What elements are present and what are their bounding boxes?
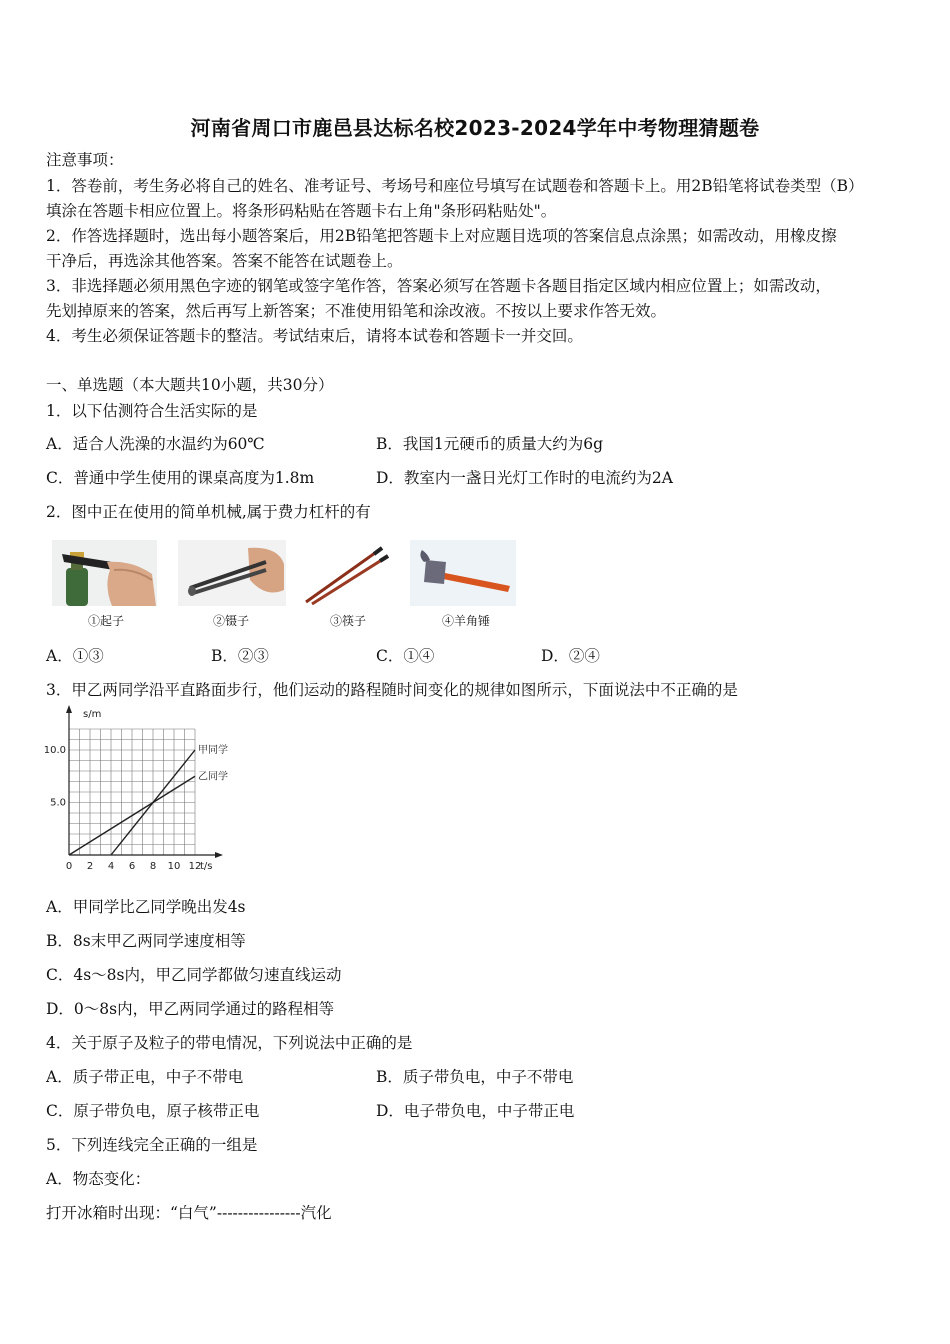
- caption-chopsticks: ③筷子: [330, 614, 367, 628]
- x-axis-arrow: [215, 852, 223, 858]
- x-tick-label: 10: [167, 861, 181, 872]
- graph-grid: [69, 729, 195, 855]
- q3-option-b: B．8s末甲乙两同学速度相等: [46, 932, 246, 950]
- distance-time-graph: [42, 704, 242, 874]
- x-tick-label: 0: [65, 861, 73, 872]
- q2-option-a: A．①③: [46, 647, 104, 665]
- y-axis-arrow: [66, 705, 72, 713]
- q2-option-c: C．①④: [376, 647, 435, 665]
- caption-opener: ①起子: [88, 614, 125, 628]
- q4-option-d: D．电子带负电，中子带正电: [376, 1102, 575, 1120]
- q3-option-c: C．4s～8s内，甲乙同学都做匀速直线运动: [46, 966, 342, 984]
- bottle-opener-image: [52, 540, 157, 606]
- page-title: 河南省周口市鹿邑县达标名校2023-2024学年中考物理猜题卷: [190, 116, 760, 140]
- notice-line: 干净后，再选涂其他答案。答案不能答在试题卷上。: [46, 252, 403, 270]
- q1-option-a: A．适合人洗澡的水温约为60℃: [46, 435, 265, 453]
- tweezers-image: [178, 540, 286, 606]
- notice-heading: 注意事项：: [46, 151, 124, 169]
- q4-option-b: B．质子带负电，中子不带电: [376, 1068, 574, 1086]
- x-tick-label: 6: [128, 861, 136, 872]
- x-tick-label: 4: [107, 861, 115, 872]
- series-label-2: 乙同学: [198, 771, 228, 783]
- bottle-opener-drawing: [52, 540, 157, 606]
- notice-line: 先划掉原来的答案，然后再写上新答案；不准使用铅笔和涂改液。不按以上要求作答无效。: [46, 302, 667, 320]
- q1-option-c: C．普通中学生使用的课桌高度为1.8m: [46, 469, 315, 487]
- y-tick-label: 10.0: [43, 745, 66, 756]
- series-label-1: 甲同学: [198, 745, 228, 756]
- y-axis-label: s/m: [83, 709, 102, 720]
- question-2-stem: 2．图中正在使用的简单机械,属于费力杠杆的有: [46, 503, 371, 521]
- q1-option-b: B．我国1元硬币的质量大约为6g: [376, 435, 604, 453]
- q5-option-a: A．物态变化：: [46, 1170, 151, 1188]
- notice-line: 1．答卷前，考生务必将自己的姓名、准考证号、考场号和座位号填写在试题卷和答题卡上。用2B铅笔将试卷类型（B）: [46, 177, 864, 195]
- notice-line: 2．作答选择题时，选出每小题答案后，用2B铅笔把答题卡上对应题目选项的答案信息点涂黑；如需改动，用橡皮擦: [46, 227, 837, 245]
- q1-option-d: D．教室内一盏日光灯工作时的电流约为2A: [376, 469, 673, 487]
- question-4-stem: 4．关于原子及粒子的带电情况，下列说法中正确的是: [46, 1034, 413, 1052]
- question-5-stem: 5．下列连线完全正确的一组是: [46, 1136, 258, 1154]
- claw-hammer-drawing: [410, 540, 516, 606]
- q3-option-a: A．甲同学比乙同学晚出发4s: [46, 898, 246, 916]
- question-3-stem: 3．甲乙两同学沿平直路面步行，他们运动的路程随时间变化的规律如图所示，下面说法中不正确的是: [46, 681, 738, 699]
- caption-tweezers: ②镊子: [213, 614, 250, 628]
- chopsticks-image: [300, 540, 390, 606]
- x-tick-label: 2: [86, 861, 94, 872]
- q5-line-1: 打开冰箱时出现：“白气”----------------汽化: [46, 1204, 332, 1222]
- x-tick-label: 12: [188, 861, 202, 872]
- caption-hammer: ④羊角锤: [442, 614, 491, 628]
- q4-option-c: C．原子带负电，原子核带正电: [46, 1102, 260, 1120]
- q4-option-a: A．质子带正电，中子不带电: [46, 1068, 244, 1086]
- question-1-stem: 1．以下估测符合生活实际的是: [46, 402, 258, 420]
- q2-option-d: D．②④: [541, 647, 600, 665]
- q3-option-d: D．0～8s内，甲乙两同学通过的路程相等: [46, 1000, 335, 1018]
- notice-line: 填涂在答题卡相应位置上。将条形码粘贴在答题卡右上角"条形码粘贴处"。: [46, 202, 557, 220]
- chopsticks-drawing: [300, 540, 390, 606]
- x-tick-label: 8: [149, 861, 157, 872]
- section-heading: 一、单选题（本大题共10小题，共30分）: [46, 376, 334, 394]
- notice-line: 4．考生必须保证答题卡的整洁。考试结束后，请将本试卷和答题卡一并交回。: [46, 327, 583, 345]
- x-axis-label: t/s: [200, 861, 213, 872]
- claw-hammer-image: [410, 540, 516, 606]
- y-tick-label: 5.0: [50, 797, 66, 809]
- tweezers-drawing: [178, 540, 286, 606]
- notice-line: 3．非选择题必须用黑色字迹的钢笔或签字笔作答，答案必须写在答题卡各题目指定区域内相应位置上；如需改动，: [46, 277, 831, 295]
- q2-option-b: B．②③: [211, 647, 269, 665]
